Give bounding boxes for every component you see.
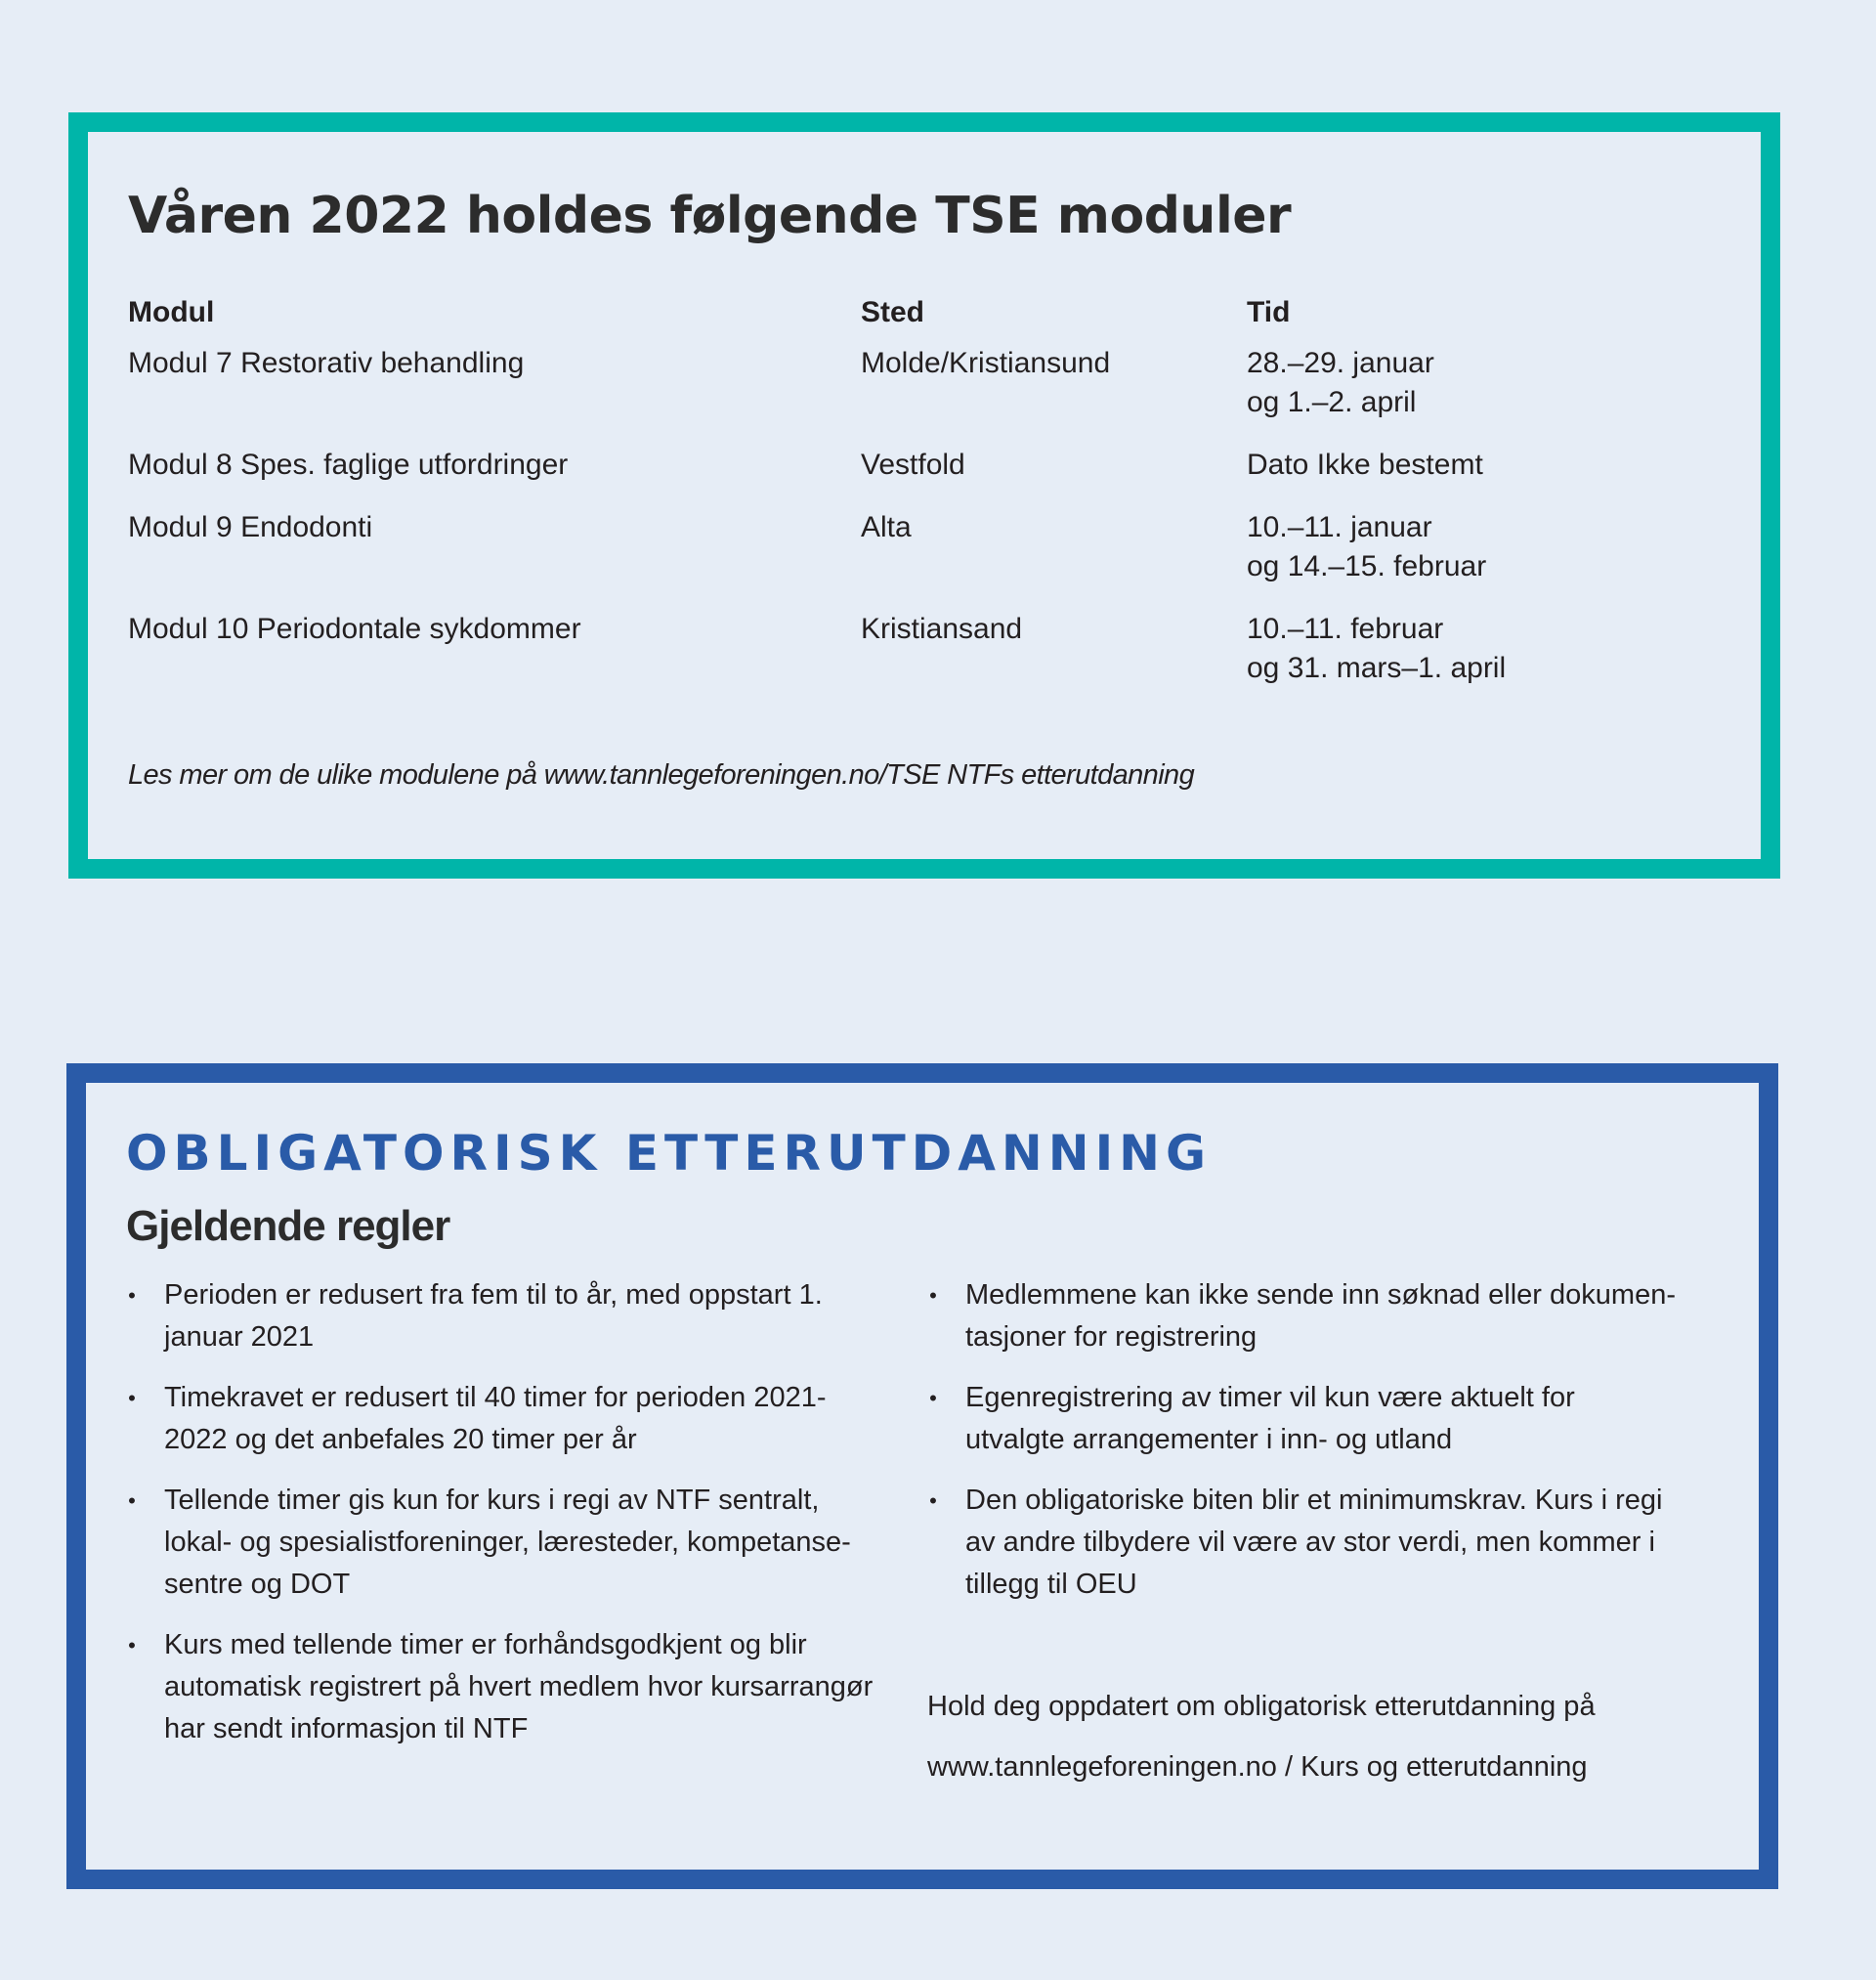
rules-list-left xyxy=(125,1274,907,1769)
bullet: • xyxy=(929,1488,937,1513)
table-row xyxy=(128,508,1594,610)
rules-list-right xyxy=(926,1274,1708,1624)
tse-note: Les mer om de ulike modulene på www.tannlegeforeningen.no/TSE NTFs etterutdanning xyxy=(128,759,1195,791)
table-row xyxy=(128,344,1594,446)
bullet: • xyxy=(128,1386,136,1410)
item-line: 2022 og det anbefales 20 timer per år xyxy=(164,1424,637,1455)
tid-line: 28.–29. januar xyxy=(1247,347,1434,379)
item-line: utvalgte arrangementer i inn- og utland xyxy=(965,1424,1453,1455)
bullet: • xyxy=(929,1283,937,1308)
item-line: tasjoner for registrering xyxy=(965,1321,1258,1353)
header-tid: Tid xyxy=(1247,296,1291,328)
cell-tid xyxy=(1247,610,1594,711)
bullet: • xyxy=(128,1488,136,1513)
header-modul: Modul xyxy=(128,296,215,328)
info-text: Hold deg oppdatert om obligatorisk etterutdanning på xyxy=(927,1691,1596,1722)
tid-line: og 1.–2. april xyxy=(1247,386,1417,418)
item-line: tillegg til OEU xyxy=(965,1569,1137,1600)
list-item xyxy=(926,1480,1708,1606)
table-row xyxy=(128,610,1594,711)
list-item xyxy=(125,1624,907,1750)
item-line: Medlemmene kan ikke sende inn søknad eller dokumen- xyxy=(965,1279,1676,1311)
tse-table xyxy=(128,293,1594,711)
cell-modul: Modul 10 Periodontale sykdommer xyxy=(128,613,581,645)
tid-line: og 14.–15. februar xyxy=(1247,550,1487,582)
tse-table-header-row xyxy=(128,293,1594,344)
bullet: • xyxy=(128,1283,136,1308)
cell-modul: Modul 9 Endodonti xyxy=(128,511,373,543)
list-item xyxy=(926,1274,1708,1358)
item-line: januar 2021 xyxy=(164,1321,315,1353)
item-line: Perioden er redusert fra fem til to år, med oppstart 1. xyxy=(164,1279,823,1311)
cell-sted: Vestfold xyxy=(861,449,965,481)
item-line: Tellende timer gis kun for kurs i regi av NTF sentralt, xyxy=(164,1485,820,1516)
cell-modul: Modul 8 Spes. faglige utfordringer xyxy=(128,449,569,481)
cell-tid xyxy=(1247,508,1594,610)
item-line: automatisk registrert på hvert medlem hvor kursarrangør xyxy=(164,1671,874,1702)
cell-tid xyxy=(1247,344,1594,446)
header-sted: Sted xyxy=(861,296,925,328)
list-item xyxy=(125,1377,907,1461)
cell-sted: Kristiansand xyxy=(861,613,1023,645)
tid-line: 10.–11. januar xyxy=(1247,511,1432,543)
list-item xyxy=(926,1377,1708,1461)
item-line: lokal- og spesialistforeninger, læresteder, kompetanse- xyxy=(164,1527,851,1558)
item-line: Timekravet er redusert til 40 timer for perioden 2021- xyxy=(164,1382,827,1413)
item-line: sentre og DOT xyxy=(164,1569,351,1600)
item-line: Kurs med tellende timer er forhåndsgodkjent og blir xyxy=(164,1629,807,1660)
cell-tid xyxy=(1247,446,1594,508)
oeu-heading: OBLIGATORISK ETTERUTDANNING xyxy=(126,1125,1213,1182)
oeu-subheading: Gjeldende regler xyxy=(126,1202,450,1250)
item-line: Egenregistrering av timer vil kun være aktuelt for xyxy=(965,1382,1575,1413)
cell-sted: Molde/Kristiansund xyxy=(861,347,1111,379)
tid-line: Dato Ikke bestemt xyxy=(1247,449,1483,481)
item-line: av andre tilbydere vil være av stor verdi, men kommer i xyxy=(965,1527,1655,1558)
table-row xyxy=(128,446,1594,508)
cell-modul: Modul 7 Restorativ behandling xyxy=(128,347,525,379)
item-line: har sendt informasjon til NTF xyxy=(164,1713,529,1744)
tid-line: 10.–11. februar xyxy=(1247,613,1444,645)
list-item xyxy=(125,1274,907,1358)
bullet: • xyxy=(929,1386,937,1410)
tid-line: og 31. mars–1. april xyxy=(1247,652,1507,684)
bullet: • xyxy=(128,1633,136,1657)
tse-title: Våren 2022 holdes følgende TSE moduler xyxy=(128,187,1292,245)
item-line: Den obligatoriske biten blir et minimumskrav. Kurs i regi xyxy=(965,1485,1663,1516)
info-url: www.tannlegeforeningen.no / Kurs og etterutdanning xyxy=(927,1751,1588,1783)
list-item xyxy=(125,1480,907,1606)
cell-sted: Alta xyxy=(861,511,912,543)
